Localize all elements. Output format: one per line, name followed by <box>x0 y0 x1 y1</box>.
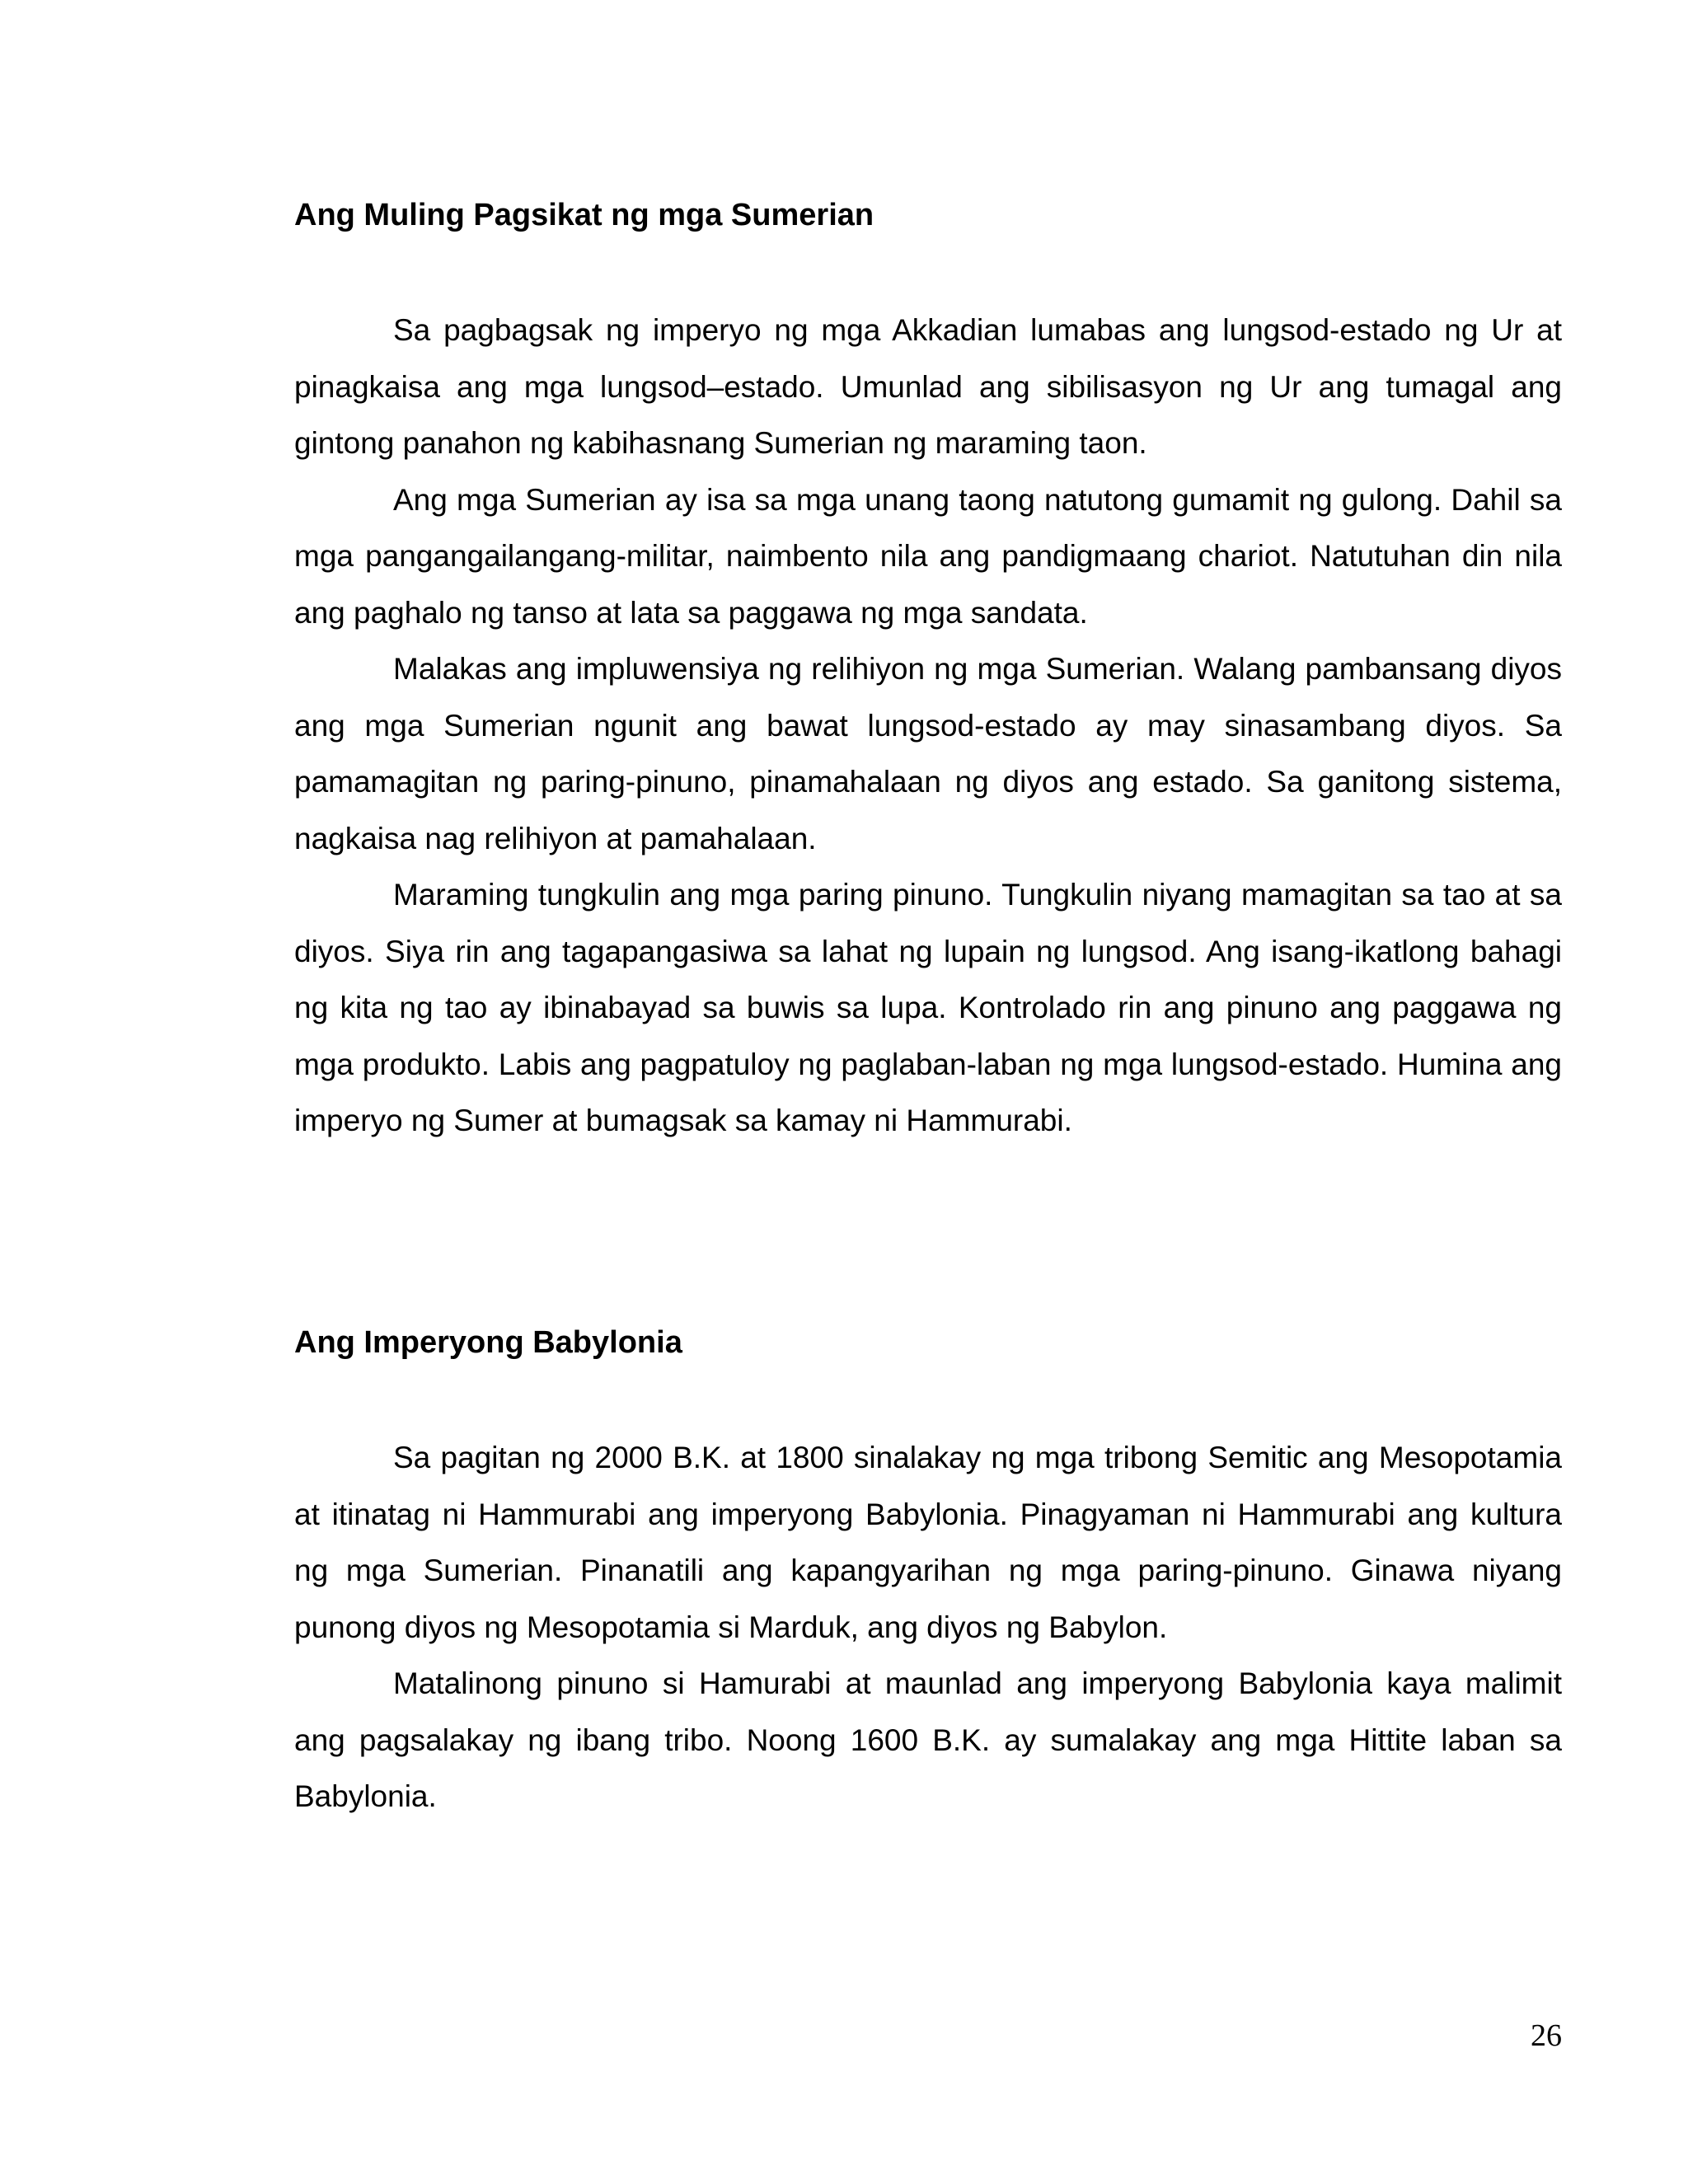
paragraph: Maraming tungkulin ang mga paring pinuno. Tungkulin niyang mamagitan sa tao at sa diyos. Siya rin ang tagapangasiwa sa lahat ng lupain ng lungsod. Ang isang-ikatlong bahagi ng kita ng tao ay ibinabayad sa buwis sa lupa. Kontrolado rin ang pinuno ang paggawa ng mga produkto. Labis ang pagpatuloy ng paglaban-laban ng mga lungsod-estado. Humina ang imperyo ng Sumer at bumagsak sa kamay ni Hammurabi. <box>294 878 1562 1137</box>
page-number: 26 <box>1531 2018 1562 2053</box>
paragraph: Ang mga Sumerian ay isa sa mga unang taong natutong gumamit ng gulong. Dahil sa mga pangangailangang-militar, naimbento nila ang pandigmaang chariot. Natutuhan din nila ang paghalo ng tanso at lata sa paggawa ng mga sandata. <box>294 482 1562 630</box>
section-body-babylonia <box>294 1430 1562 1825</box>
paragraph: Matalinong pinuno si Hamurabi at maunlad ang imperyong Babylonia kaya malimit ang pagsalakay ng ibang tribo. Noong 1600 B.K. ay sumalakay ang mga Hittite laban sa Babylonia. <box>294 1666 1562 1813</box>
paragraph: Malakas ang impluwensiya ng relihiyon ng mga Sumerian. Walang pambansang diyos ang mga Sumerian ngunit ang bawat lungsod-estado ay may sinasambang diyos. Sa pamamagitan ng paring-pinuno, pinamahalaan ng diyos ang estado. Sa ganitong sistema, nagkaisa nag relihiyon at pamahalaan. <box>294 652 1562 855</box>
section-body-sumerian <box>294 302 1562 1150</box>
section-heading-sumerian: Ang Muling Pagsikat ng mga Sumerian <box>294 198 874 232</box>
paragraph: Sa pagbagsak ng imperyo ng mga Akkadian lumabas ang lungsod-estado ng Ur at pinagkaisa ang mga lungsod–estado. Umunlad ang sibilisasyon ng Ur ang tumagal ang gintong panahon ng kabihasnang Sumerian ng maraming taon. <box>294 313 1562 460</box>
paragraph: Sa pagitan ng 2000 B.K. at 1800 sinalakay ng mga tribong Semitic ang Mesopotamia at itinatag ni Hammurabi ang imperyong Babylonia. Pinagyaman ni Hammurabi ang kultura ng mga Sumerian. Pinanatili ang kapangyarihan ng mga paring-pinuno. Ginawa niyang punong diyos ng Mesopotamia si Marduk, ang diyos ng Babylon. <box>294 1441 1562 1644</box>
section-heading-babylonia: Ang Imperyong Babylonia <box>294 1325 682 1360</box>
